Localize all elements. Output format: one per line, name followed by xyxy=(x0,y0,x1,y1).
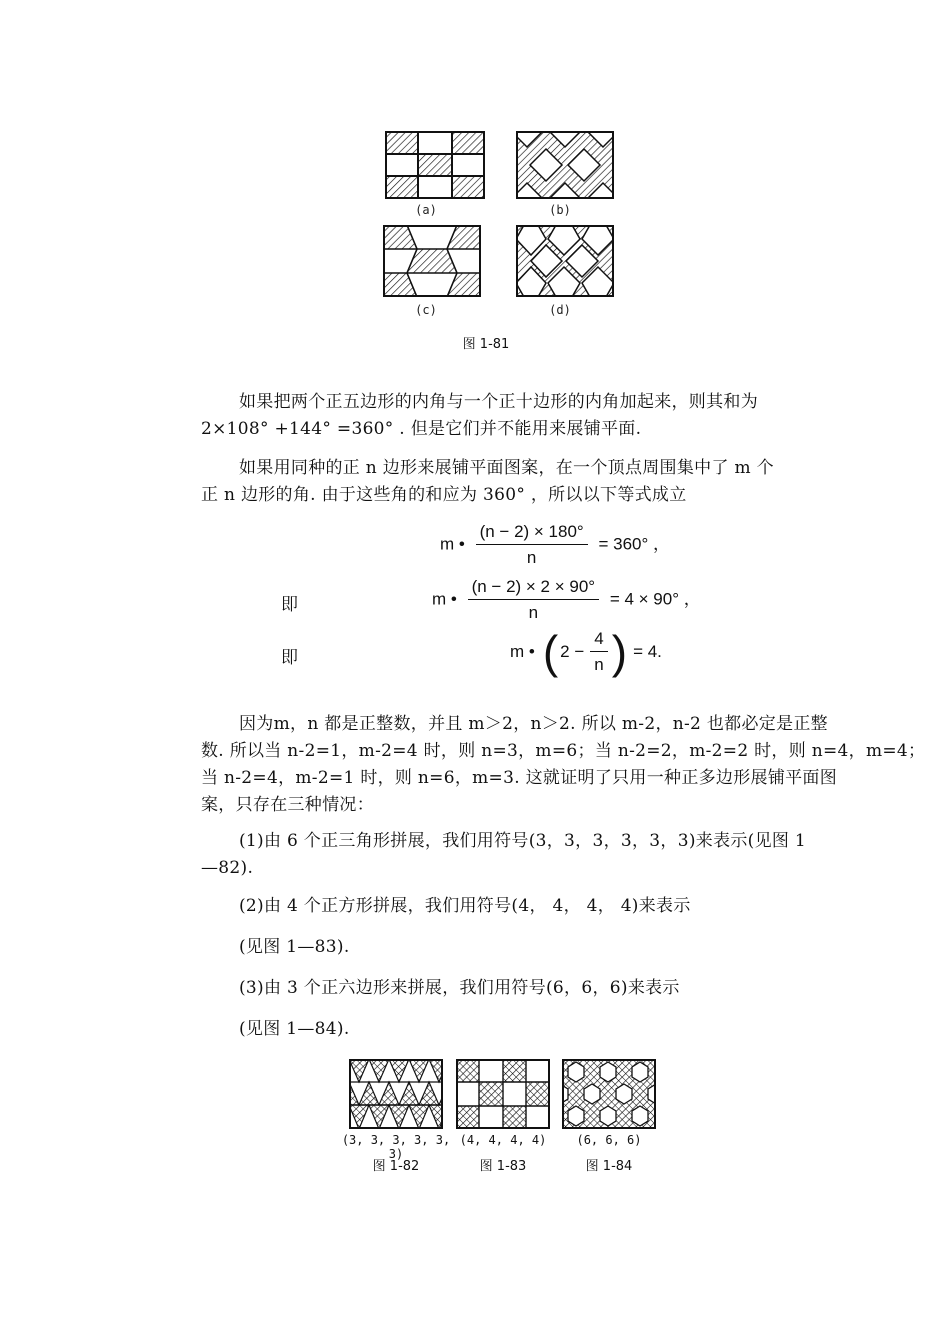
figure-title-1-81: 图 1-81 xyxy=(462,337,510,352)
figure-1-81d xyxy=(516,225,614,297)
ji-label: 即 xyxy=(281,595,298,615)
text-line: 数. 所以当 n-2=1，m-2=4 时，则 n=3，m=6；当 n-2=2，m-2=2 时，则 n=4，m=4； xyxy=(201,741,926,761)
denominator: n xyxy=(526,548,537,567)
paragraph-1 xyxy=(201,389,801,443)
equation-term: m • xyxy=(440,534,465,554)
right-paren: ) xyxy=(611,626,628,678)
text-line: (见图 1—83). xyxy=(239,937,350,957)
fraction xyxy=(590,629,607,675)
caption-c: (c) xyxy=(415,303,437,317)
numerator: (n − 2) × 180° xyxy=(476,522,588,545)
equation-term: m • xyxy=(432,589,457,609)
equation-term: = 4. xyxy=(633,642,662,661)
text-line: 案，只存在三种情况： xyxy=(201,795,374,815)
paragraph-8 xyxy=(201,1016,801,1043)
symbol-1-83: (4, 4, 4, 4) xyxy=(459,1133,547,1147)
text-line: 因为m，n 都是正整数，并且 m＞2，n＞2. 所以 m-2，n-2 也都必定是正整 xyxy=(239,714,828,734)
numerator: (n − 2) × 2 × 90° xyxy=(468,577,600,600)
text-line: (见图 1—84). xyxy=(239,1019,350,1039)
text-line: (1)由 6 个正三角形拼展，我们用符号(3，3，3，3，3，3)来表示(见图 1 xyxy=(239,831,807,851)
text-line: 如果把两个正五边形的内角与一个正十边形的内角加起来，则其和为 xyxy=(239,392,758,412)
equation-term: = 360° ， xyxy=(598,534,671,554)
equation-1 xyxy=(440,522,670,568)
paragraph-6 xyxy=(201,934,801,961)
figure-1-83 xyxy=(456,1059,550,1129)
paragraph-5 xyxy=(201,893,801,920)
paragraph-7 xyxy=(201,975,801,1002)
paragraph-4 xyxy=(201,828,807,882)
symbol-1-82: (3, 3, 3, 3, 3, 3) xyxy=(341,1133,451,1161)
left-paren: ( xyxy=(542,626,559,678)
equation-3 xyxy=(510,626,662,678)
figure-1-84 xyxy=(562,1059,656,1129)
equation-term: m • xyxy=(510,642,535,661)
fraction xyxy=(468,577,600,623)
caption-b: (b) xyxy=(549,203,571,217)
text-line: 2×108° +144° =360° . 但是它们并不能用来展铺平面. xyxy=(201,419,642,439)
text-line: —82). xyxy=(201,858,254,878)
figure-1-81c xyxy=(383,225,481,297)
figure-title-1-84: 图 1-84 xyxy=(585,1159,633,1174)
denominator: n xyxy=(528,603,539,622)
equation-2 xyxy=(432,577,701,623)
figure-title-1-83: 图 1-83 xyxy=(479,1159,527,1174)
text-line: (3)由 3 个正六边形来拼展，我们用符号(6，6，6)来表示 xyxy=(239,978,680,998)
text-line: (2)由 4 个正方形拼展，我们用符号(4， 4， 4， 4)来表示 xyxy=(239,896,691,916)
figure-1-81b xyxy=(516,131,614,199)
symbol-1-84: (6, 6, 6) xyxy=(576,1133,642,1147)
caption-a: (a) xyxy=(415,203,437,217)
text-line: 正 n 边形的角. 由于这些角的和应为 360° ，所以以下等式成立 xyxy=(201,485,687,505)
figure-1-82 xyxy=(349,1059,443,1129)
caption-d: (d) xyxy=(549,303,571,317)
text-line: 当 n-2=4，m-2=1 时，则 n=6，m=3. 这就证明了只用一种正多边形展铺平面图 xyxy=(201,768,838,788)
denominator: n xyxy=(594,655,604,674)
equation-term: = 4 × 90° ， xyxy=(609,589,701,609)
text-line: 如果用同种的正 n 边形来展铺平面图案，在一个顶点周围集中了 m 个 xyxy=(239,458,774,478)
paragraph-2 xyxy=(201,455,801,509)
figure-1-81a xyxy=(385,131,485,199)
equation-term: 2 − xyxy=(560,642,585,661)
numerator: 4 xyxy=(590,629,607,652)
ji-label: 即 xyxy=(281,648,298,668)
figure-title-1-82: 图 1-82 xyxy=(372,1159,420,1174)
fraction xyxy=(476,522,588,568)
paragraph-3 xyxy=(201,711,926,819)
